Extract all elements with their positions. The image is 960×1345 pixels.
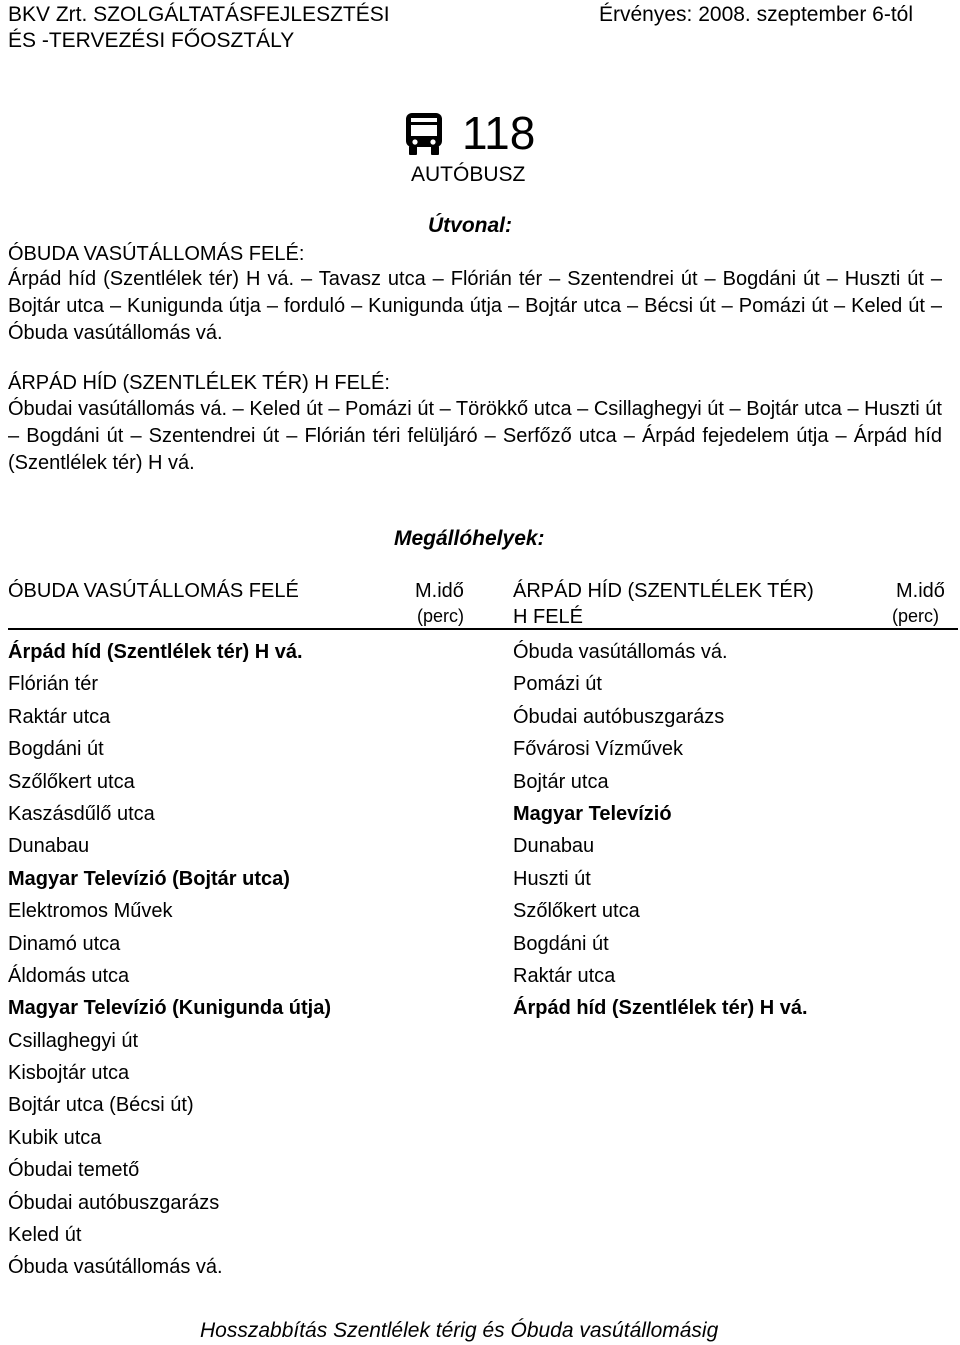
itinerary-title: Útvonal: <box>428 214 512 237</box>
stop-item: Bogdáni út <box>513 932 609 955</box>
bus-icon <box>404 112 444 156</box>
route-number: 118 <box>462 107 536 159</box>
stop-item: Árpád híd (Szentlélek tér) H vá. <box>8 641 303 663</box>
stop-item: Fővárosi Vízművek <box>513 738 684 761</box>
direction-1-heading: ÓBUDA VASÚTÁLLOMÁS FELÉ: <box>8 243 305 265</box>
stop-item: Óbudai autóbuszgarázs <box>8 1191 220 1214</box>
stop-item: Óbudai autóbuszgarázs <box>513 705 725 728</box>
right-column-heading-line-2: H FELÉ <box>513 606 584 628</box>
left-time-heading: M.idő <box>415 580 464 602</box>
stop-item: Huszti út <box>513 867 591 890</box>
right-time-heading: M.idő <box>896 580 945 602</box>
stop-item: Kubik utca <box>8 1126 102 1149</box>
stop-item: Bojtár utca (Bécsi út) <box>8 1094 194 1117</box>
stop-item: Óbuda vasútállomás vá. <box>513 641 728 663</box>
organization-line-1: BKV Zrt. SZOLGÁLTATÁSFEJLESZTÉSI <box>8 3 390 26</box>
right-column-heading-line-1: ÁRPÁD HÍD (SZENTLÉLEK TÉR) <box>513 580 814 602</box>
direction-1-route-text: Árpád híd (Szentlélek tér) H vá. – Tavasz utca – Flórián tér – Szentendrei út – Bogdáni út – Huszti út – Bojtár utca – Kunigunda útja – forduló – Kunigunda útja – Bojtár utca – Bécsi út – Pomázi út – Keled út – Óbuda vasútállomás vá. <box>8 268 942 344</box>
stop-item: Keled út <box>8 1224 82 1247</box>
right-stop-list <box>513 636 808 1025</box>
extension-note: Hosszabbítás Szentlélek térig és Óbuda vasútállomásig <box>200 1319 719 1342</box>
stop-item: Magyar Televízió (Bojtár utca) <box>8 867 290 890</box>
organization-line-2: ÉS -TERVEZÉSI FŐOSZTÁLY <box>8 29 295 52</box>
stop-item: Magyar Televízió <box>513 802 672 825</box>
stop-item: Raktár utca <box>8 705 111 728</box>
stop-item: Szőlőkert utca <box>8 770 135 793</box>
stop-item: Kisbojtár utca <box>8 1062 130 1085</box>
stop-item: Flórián tér <box>8 673 99 696</box>
right-time-unit: (perc) <box>892 606 940 626</box>
stop-item: Raktár utca <box>513 964 616 987</box>
stop-item: Árpád híd (Szentlélek tér) H vá. <box>513 997 808 1020</box>
stop-item: Kaszásdűlő utca <box>8 802 155 825</box>
stop-item: Pomázi út <box>513 673 602 696</box>
direction-2-heading: ÁRPÁD HÍD (SZENTLÉLEK TÉR) H FELÉ: <box>8 372 390 394</box>
stop-item: Magyar Televízió (Kunigunda útja) <box>8 997 331 1020</box>
organization-name <box>8 2 390 54</box>
stop-item: Elektromos Művek <box>8 900 173 923</box>
vehicle-type: AUTÓBUSZ <box>411 163 526 186</box>
direction-2-route-text: Óbudai vasútállomás vá. – Keled út – Pomázi út – Törökkő utca – Csillaghegyi út – Bojtár utca – Huszti út – Bogdáni út – Szentendrei út – Flórián téri felüljáró – Serfőző utca – Árpád fejedelem útja – Árpád híd (Szentlélek tér) H vá. <box>8 398 942 474</box>
left-stop-list <box>8 636 331 1284</box>
stop-item: Áldomás utca <box>8 964 130 987</box>
stop-item: Bogdáni út <box>8 738 104 761</box>
validity-date: Érvényes: 2008. szeptember 6-tól <box>599 3 913 26</box>
stop-item: Dinamó utca <box>8 932 121 955</box>
stop-item: Dunabau <box>8 835 90 858</box>
stop-item: Szőlőkert utca <box>513 900 640 923</box>
stop-item: Bojtár utca <box>513 770 609 793</box>
header-divider <box>8 628 958 630</box>
stops-section-title: Megállóhelyek: <box>394 527 545 550</box>
stop-item: Óbudai temető <box>8 1159 140 1182</box>
stop-item: Dunabau <box>513 835 595 858</box>
stop-item: Csillaghegyi út <box>8 1029 139 1052</box>
stop-item: Óbuda vasútállomás vá. <box>8 1256 223 1279</box>
left-time-unit: (perc) <box>417 606 465 626</box>
left-column-heading: ÓBUDA VASÚTÁLLOMÁS FELÉ <box>8 580 299 602</box>
